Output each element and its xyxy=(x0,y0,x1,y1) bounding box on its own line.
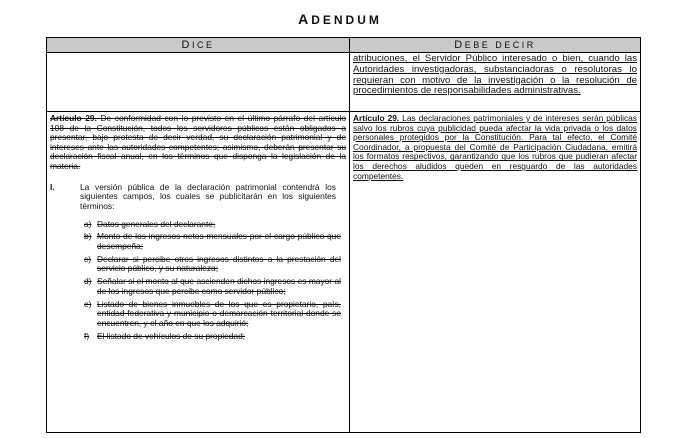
document-title xyxy=(0,11,680,27)
column-header-debe-decir xyxy=(350,38,641,53)
header-row xyxy=(47,38,641,53)
fraction-items-list xyxy=(47,220,349,342)
list-item xyxy=(47,277,349,296)
list-item xyxy=(47,232,349,251)
row-article-29 xyxy=(47,112,641,433)
title-initial: A xyxy=(298,11,312,27)
addendum-table xyxy=(46,37,641,433)
fraction-i xyxy=(47,181,349,212)
row2-right-cell xyxy=(350,112,641,433)
row2-left-cell xyxy=(47,112,350,433)
row-continuation xyxy=(47,53,641,112)
list-item-text: Señalar si el monto al que ascienden dichos ingresos es mayor al de los ingresos que percibe como servidor público; xyxy=(97,276,341,296)
row1-right-text: atribuciones, el Servidor Público interesado o bien, cuando las Autoridades investigadoras, substanciadoras o resolutoras lo requieran con motivo de la investigación o la resolución de procedimientos de responsabilidades administrativas. xyxy=(353,53,637,97)
fraction-text: La versión pública de la declaración patrimonial contendrá los siguientes campos, los cuales se publicitarán en los siguientes términos: xyxy=(80,181,336,211)
fraction-number: I. xyxy=(50,181,55,192)
dice-initial: D xyxy=(181,39,192,51)
list-item-letter: c) xyxy=(84,253,91,264)
list-item-letter: b) xyxy=(84,231,92,242)
article-29-left-text: De conformidad con lo previsto en el último párrafo del artículo 108 de la Constitución, todos los servidores públicos están obligados a presentar, bajo protesta de decir verdad, su declaración patrimonial y de intereses ante las autoridades competentes; asimismo, deberán presentar su declaración fiscal anual, en los términos que disponga la legislación de la materia. xyxy=(50,113,346,171)
list-item-letter: a) xyxy=(84,218,92,229)
list-item-text: Datos generales del declarante; xyxy=(97,218,216,229)
debe-decir-rest: EBE DECIR xyxy=(464,40,536,50)
row1-left-cell xyxy=(47,53,350,112)
row1-right-cell xyxy=(350,53,641,112)
article-29-right-text: Las declaraciones patrimoniales y de intereses serán públicas salvo los rubros cuya publicidad pueda afectar la vida privada o los datos personales protegidos por la Constitución. Para tal efecto, el Comité Coordinador, a propuesta del Comité de Participación Ciudadana, emitirá los formatos respectivos, garantizando que los rubros que pudieran afectar los derechos aludidos queden en resguardo de las autoridades competentes. xyxy=(353,113,637,181)
list-item-text: Monto de los ingresos netos mensuales por el cargo público que desempeña; xyxy=(97,231,341,252)
list-item-letter: f) xyxy=(84,330,90,341)
list-item-text: Declarar si percibe otros ingresos distintos a la prestación del servicio público, y su naturaleza; xyxy=(97,253,341,274)
article-29-right-label: Artículo 29. xyxy=(353,113,400,123)
article-29-left-label: Artículo 29. xyxy=(50,113,97,123)
list-item-text: Listado de bienes inmuebles de los que es propietario, país, entidad federativa y municipio o demarcación territorial donde se encuentren, y el año en que los adquirió; xyxy=(97,298,341,328)
list-item-letter: d) xyxy=(84,276,92,287)
list-item-text: El listado de vehículos de su propiedad; xyxy=(97,330,246,341)
dice-rest: ICE xyxy=(191,40,215,50)
column-header-dice xyxy=(47,38,350,53)
list-item xyxy=(47,300,349,329)
list-item xyxy=(47,220,349,230)
list-item xyxy=(47,332,349,342)
debe-decir-initial: D xyxy=(454,39,465,51)
title-rest: DENDUM xyxy=(311,13,382,27)
list-item xyxy=(47,255,349,274)
article-29-original xyxy=(47,112,349,172)
article-29-amended xyxy=(350,112,640,181)
list-item-letter: e) xyxy=(84,298,92,309)
